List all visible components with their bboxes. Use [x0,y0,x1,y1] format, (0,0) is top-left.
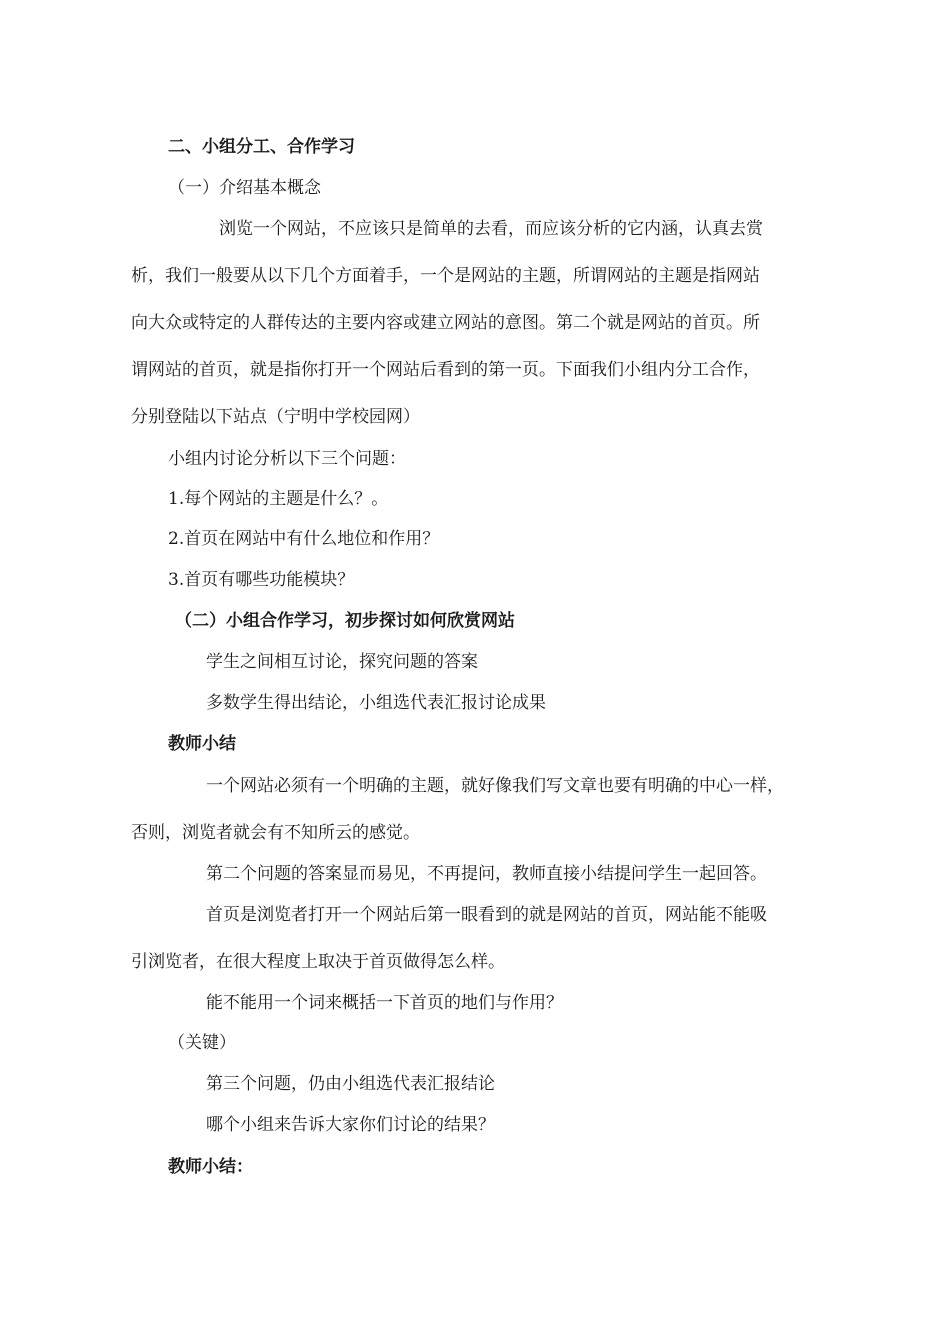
paragraph-line: 否则，浏览者就会有不知所云的感觉。 [131,823,420,843]
paragraph-line: 谓网站的首页，就是指你打开一个网站后看到的第一页。下面我们小组内分工合作， [131,360,760,380]
paragraph-line: 小组内讨论分析以下三个问题： [168,449,406,469]
paragraph-line: （关键） [168,1033,236,1053]
paragraph-line: 第二个问题的答案显而易见，不再提问，教师直接小结提问学生一起回答。 [206,864,767,884]
section-heading: 二、小组分工、合作学习 [168,137,355,157]
paragraph-line: 引浏览者，在很大程度上取决于首页做得怎么样。 [131,952,505,972]
teacher-summary-heading: 教师小结 [168,734,236,754]
paragraph-line: 一个网站必须有一个明确的主题，就好像我们写文章也要有明确的中心一样， [206,776,784,796]
paragraph-line: 哪个小组来告诉大家你们讨论的结果？ [206,1115,495,1135]
subsection-heading: （一）介绍基本概念 [168,178,321,198]
paragraph-line: 分别登陆以下站点（宁明中学校园网） [131,407,420,427]
teacher-summary-heading: 教师小结： [168,1157,253,1177]
list-item: 3.首页有哪些功能模块？ [168,570,355,590]
paragraph-line: 多数学生得出结论，小组选代表汇报讨论成果 [206,693,546,713]
paragraph-line: 浏览一个网站，不应该只是简单的去看，而应该分析的它内涵，认真去赏 [219,219,763,239]
list-item: 2.首页在网站中有什么地位和作用？ [168,529,440,549]
paragraph-line: 向大众或特定的人群传达的主要内容或建立网站的意图。第二个就是网站的首页。所 [131,313,760,333]
paragraph-line: 学生之间相互讨论，探究问题的答案 [206,652,478,672]
paragraph-line: 第三个问题，仍由小组选代表汇报结论 [206,1074,495,1094]
paragraph-line: 析，我们一般要从以下几个方面着手，一个是网站的主题，所谓网站的主题是指网站 [131,266,760,286]
subsection-heading: （二）小组合作学习，初步探讨如何欣赏网站 [175,611,515,631]
paragraph-line: 首页是浏览者打开一个网站后第一眼看到的就是网站的首页，网站能不能吸 [206,905,767,925]
list-item: 1.每个网站的主题是什么？。 [168,489,389,509]
paragraph-line: 能不能用一个词来概括一下首页的地们与作用？ [206,993,563,1013]
